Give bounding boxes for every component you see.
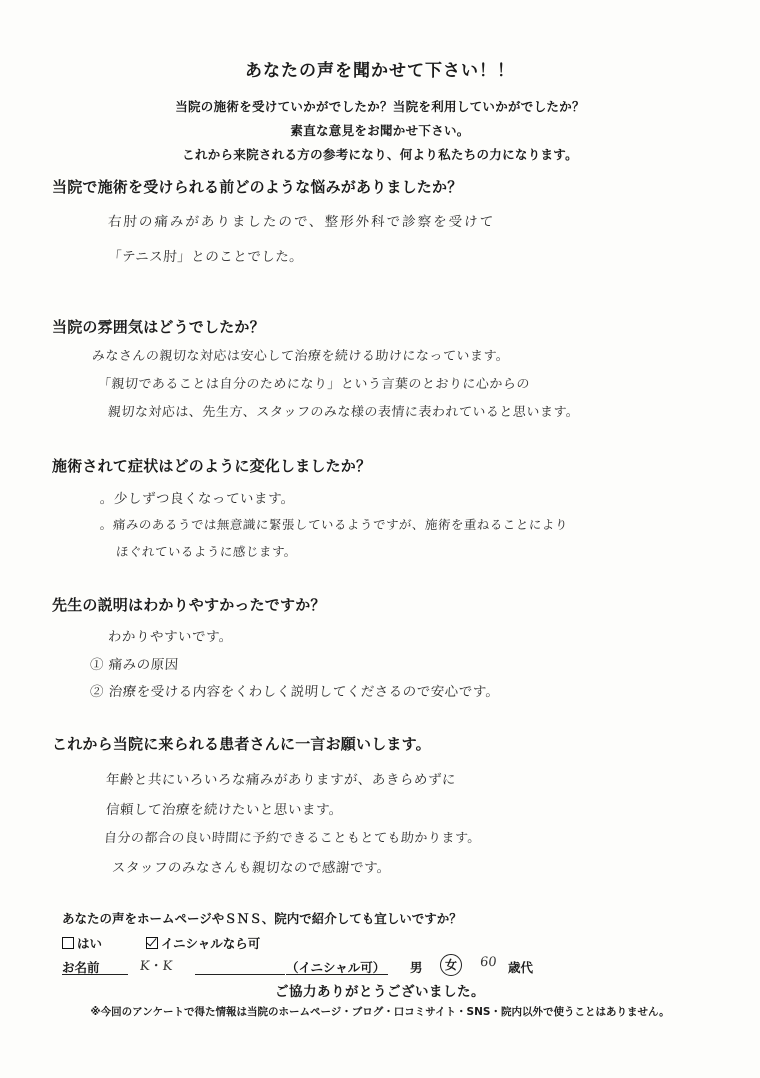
gender-male[interactable]: 男	[410, 960, 423, 975]
option-initials-label: イニシャルなら可	[161, 936, 261, 951]
question-5: これから当院に来られる患者さんに一言お願いします。	[52, 735, 431, 753]
option-initials[interactable]	[146, 934, 260, 952]
intro-line-3: これから来院される方の参考になり、何より私たちの力になります。	[182, 147, 578, 162]
answer-4-line-2: ① 痛みの原因	[89, 657, 180, 673]
name-value[interactable]: K・K	[139, 959, 174, 974]
answer-2-line-3: 親切な対応は、先生方、スタッフのみな様の表情に表われていると思います。	[107, 405, 580, 420]
thanks-message: ご協力ありがとうございました。	[275, 984, 485, 1000]
age-value[interactable]: 60	[479, 955, 498, 970]
question-3: 施術されて症状はどのように変化しましたか？	[52, 457, 372, 475]
initials-checkbox[interactable]	[146, 937, 158, 949]
name-field-underline	[195, 974, 285, 975]
option-yes[interactable]	[62, 934, 102, 952]
option-yes-label: はい	[77, 936, 103, 951]
answer-5-line-3: 自分の都合の良い時間に予約できることもとても助かります。	[103, 831, 482, 846]
answer-1-line-2: 「テニス肘」とのことでした。	[107, 249, 304, 265]
answer-5-line-1: 年齢と共にいろいろな痛みがありますが、あきらめずに	[105, 772, 457, 788]
intro-line-1: 当院の施術を受けていかがでしたか？当院を利用していかがでしたか？	[175, 99, 585, 114]
name-label-underline	[62, 974, 128, 975]
age-unit: 歳代	[508, 960, 534, 975]
answer-2-line-2: 「親切であることは自分のためになり」という言葉のとおりに心からの	[97, 377, 531, 392]
consent-question: あなたの声をホームページやＳＮＳ、院内で紹介しても宜しいですか？	[62, 911, 462, 926]
yes-checkbox[interactable]	[62, 937, 74, 949]
answer-3-line-2: 。痛みのあるうでは無意識に緊張しているようですが、施術を重ねることにより	[99, 517, 569, 532]
answer-5-line-2: 信頼して治療を続けたいと思います。	[105, 802, 344, 818]
survey-title: あなたの声を聞かせて下さい！！	[245, 61, 515, 81]
privacy-note: ※今回のアンケートで得た情報は当院のホームページ・ブログ・口コミサイト・SNS・院内以外で使うことはありません。	[90, 1006, 670, 1018]
question-4: 先生の説明はわかりやすかったですか？	[52, 596, 326, 614]
answer-2-line-1: みなさんの親切な対応は安心して治療を続ける助けになっています。	[91, 349, 510, 364]
answer-4-line-1: わかりやすいです。	[107, 629, 234, 645]
name-label: お名前	[62, 960, 100, 975]
question-1: 当院で施術を受けられる前どのような悩みがありましたか？	[52, 178, 463, 196]
intro-line-2: 素直な意見をお聞かせ下さい。	[290, 123, 470, 138]
name-note-underline	[286, 974, 388, 975]
name-note: （イニシャル可）	[286, 960, 386, 975]
answer-3-line-3: ほぐれているように感じます。	[115, 544, 298, 559]
answer-3-line-1: 。少しずつ良くなっています。	[99, 491, 296, 507]
answer-1-line-1: 右肘の痛みがありましたので、整形外科で診察を受けて	[107, 214, 496, 230]
question-2: 当院の雰囲気はどうでしたか？	[52, 318, 265, 336]
answer-4-line-3: ② 治療を受ける内容をくわしく説明してくださるので安心です。	[89, 684, 501, 700]
gender-female-circled[interactable]: 女	[440, 954, 462, 976]
answer-5-line-4: スタッフのみなさんも親切なので感謝です。	[111, 860, 392, 876]
